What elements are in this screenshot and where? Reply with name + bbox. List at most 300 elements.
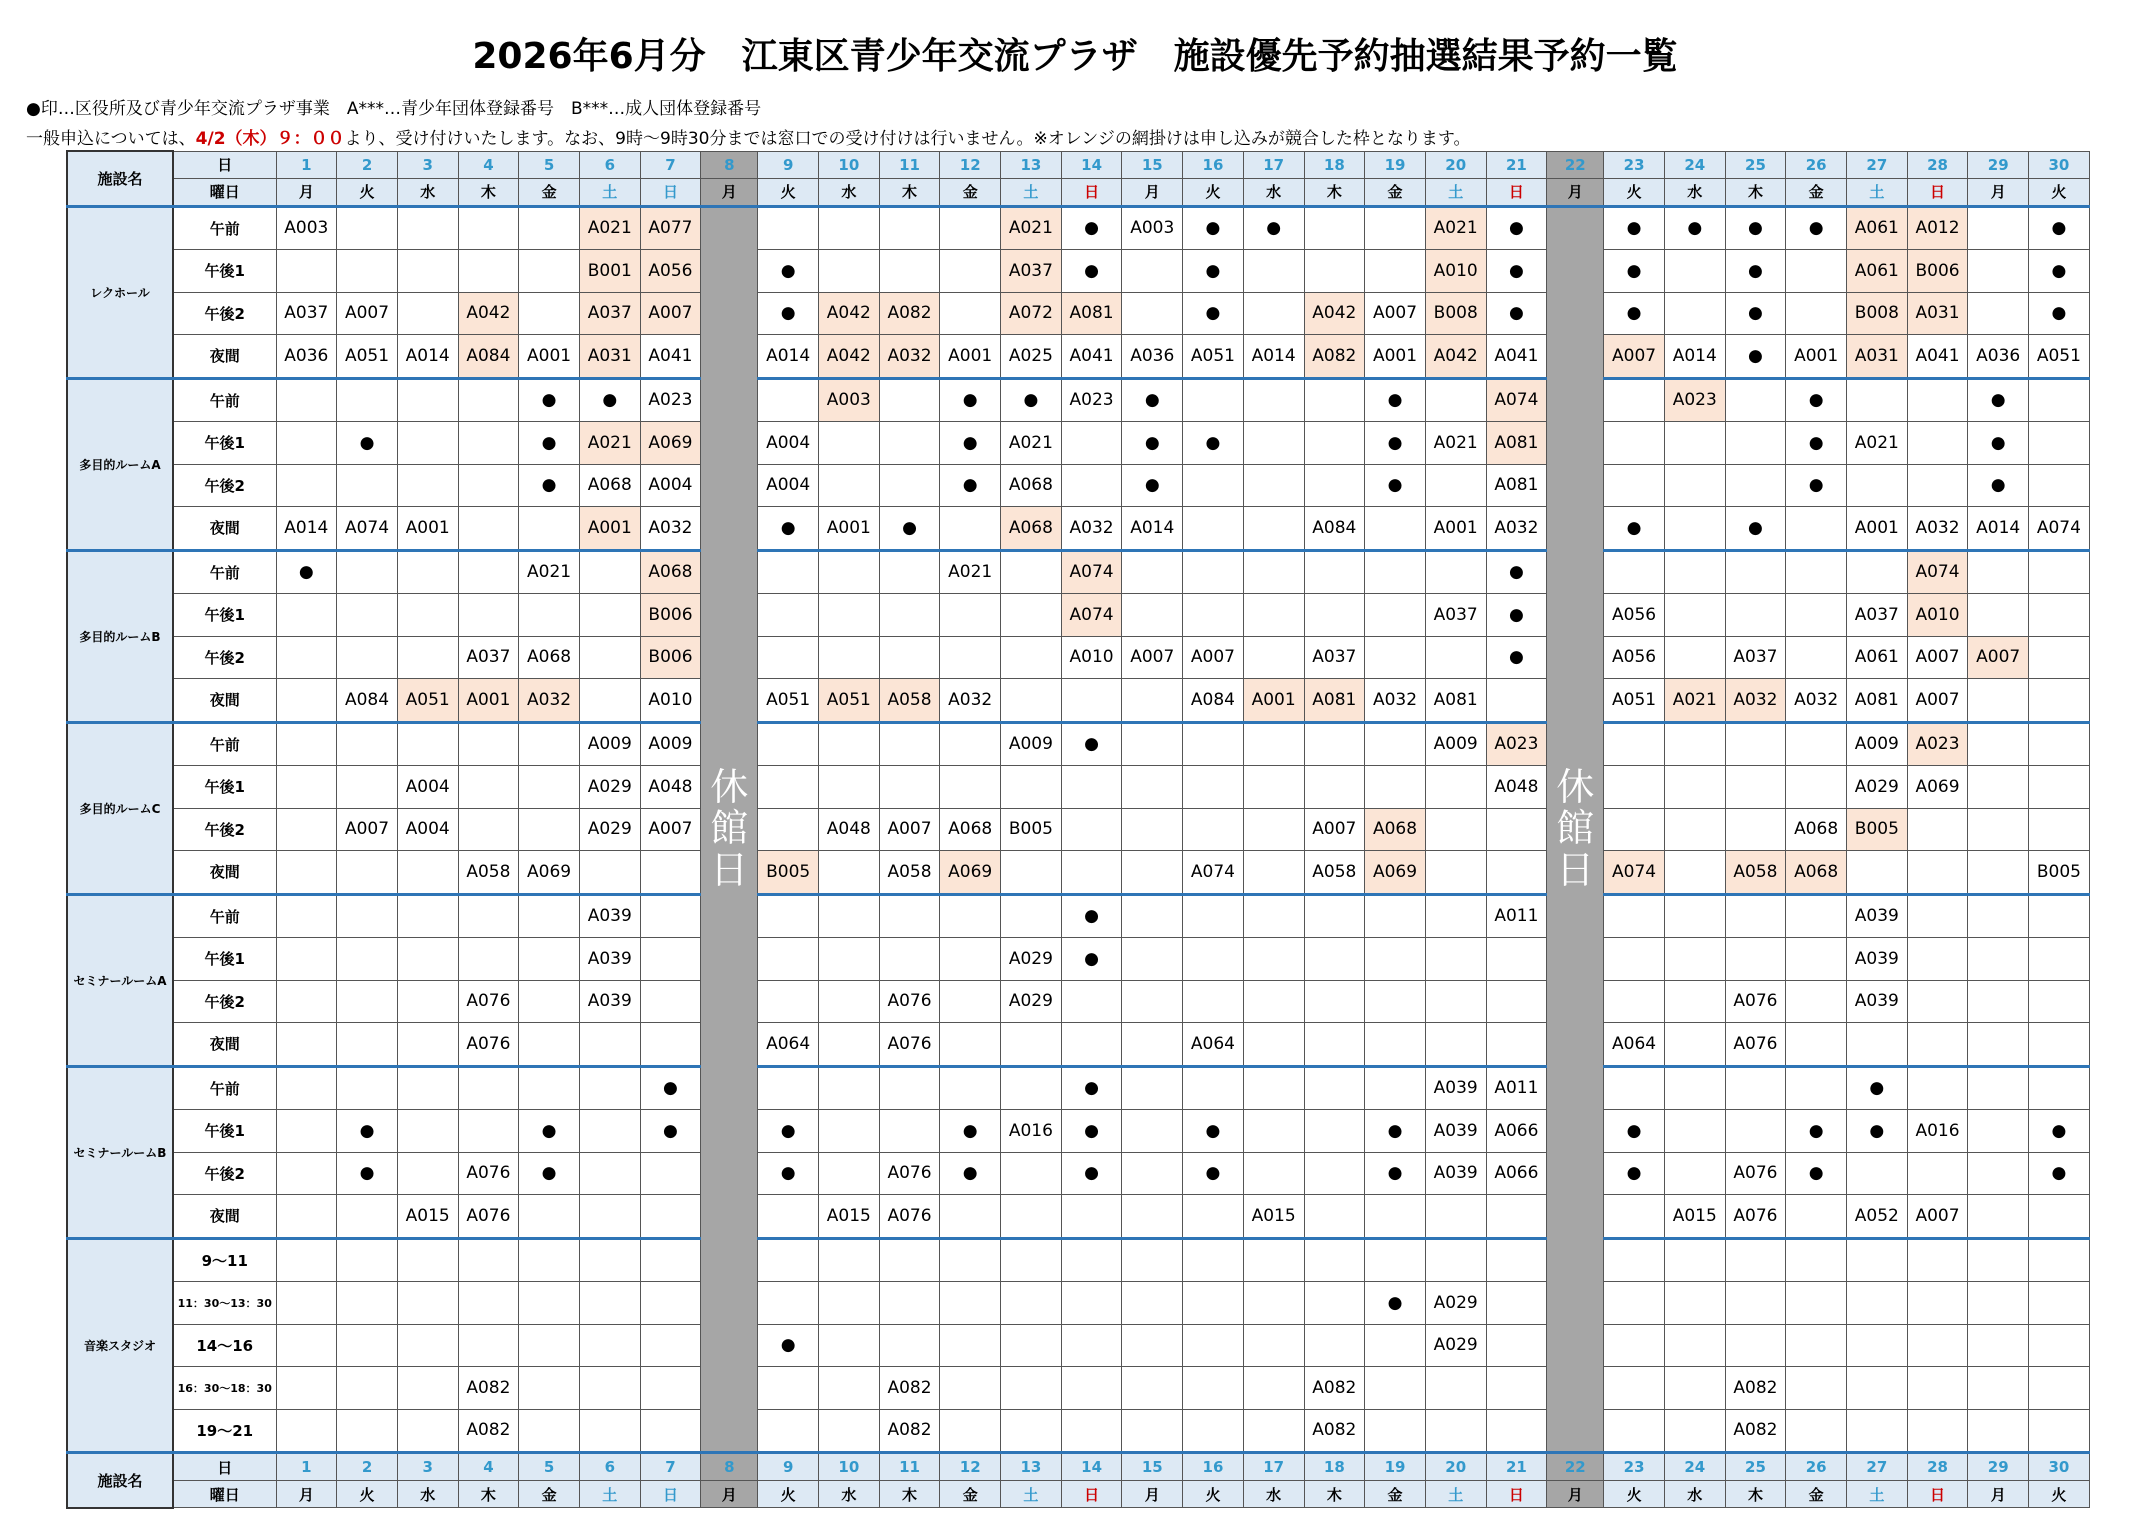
reservation-cell <box>940 1195 1001 1239</box>
reservation-cell <box>1664 722 1725 766</box>
reservation-cell: ● <box>940 464 1001 507</box>
reservation-cell <box>1968 722 2029 766</box>
reservation-cell: A014 <box>758 335 819 379</box>
reservation-cell: A031 <box>1907 292 1968 335</box>
reservation-cell <box>1001 1023 1062 1067</box>
reservation-cell: ● <box>1183 422 1244 465</box>
time-slot: 午後2 <box>173 1152 276 1195</box>
reservation-cell <box>397 292 458 335</box>
reservation-cell: A001 <box>1786 335 1847 379</box>
reservation-cell <box>1304 1238 1365 1282</box>
reservation-cell <box>1061 1238 1122 1282</box>
reservation-cell <box>1365 1409 1426 1453</box>
reservation-cell <box>1304 980 1365 1023</box>
day-number: 3 <box>397 151 458 178</box>
reservation-cell <box>1001 1066 1062 1110</box>
reservation-cell: ● <box>1183 1152 1244 1195</box>
day-number: 14 <box>1061 1453 1122 1481</box>
reservation-cell: ● <box>1968 464 2029 507</box>
reservation-cell <box>1243 894 1304 938</box>
reservation-cell <box>1786 1195 1847 1239</box>
reservation-cell <box>276 980 337 1023</box>
reservation-cell <box>397 250 458 293</box>
reservation-cell: A056 <box>1604 636 1665 679</box>
reservation-cell <box>276 1152 337 1195</box>
day-number: 16 <box>1183 1453 1244 1481</box>
reservation-cell <box>1486 808 1547 851</box>
reservation-cell <box>1122 851 1183 895</box>
reservation-cell <box>879 550 940 594</box>
reservation-cell <box>1001 894 1062 938</box>
reservation-cell <box>1664 1409 1725 1453</box>
reservation-cell <box>397 594 458 637</box>
reservation-cell <box>276 938 337 981</box>
reservation-cell: A021 <box>1425 206 1486 250</box>
time-slot: 午後2 <box>173 808 276 851</box>
weekday: 月 <box>1122 178 1183 206</box>
reservation-cell <box>1365 980 1426 1023</box>
reservation-cell: A007 <box>640 808 701 851</box>
reservation-cell: ● <box>758 1152 819 1195</box>
time-slot: 夜間 <box>173 335 276 379</box>
reservation-cell: A032 <box>519 679 580 723</box>
reservation-cell: A011 <box>1486 894 1547 938</box>
reservation-cell <box>519 808 580 851</box>
reservation-cell <box>1365 1238 1426 1282</box>
reservation-cell <box>1486 1324 1547 1367</box>
reservation-cell: A015 <box>819 1195 880 1239</box>
time-slot: 午後1 <box>173 422 276 465</box>
reservation-cell: B005 <box>758 851 819 895</box>
reservation-cell <box>1968 550 2029 594</box>
reservation-cell <box>1425 938 1486 981</box>
reservation-cell <box>1243 1152 1304 1195</box>
reservation-cell <box>1725 938 1786 981</box>
reservation-cell <box>2029 1066 2090 1110</box>
reservation-cell <box>640 1152 701 1195</box>
reservation-cell <box>1061 808 1122 851</box>
day-number: 26 <box>1786 151 1847 178</box>
reservation-cell: A077 <box>640 206 701 250</box>
time-slot: 午前 <box>173 722 276 766</box>
reservation-cell <box>1425 1367 1486 1410</box>
reservation-cell <box>397 1238 458 1282</box>
day-number: 23 <box>1604 151 1665 178</box>
reservation-cell: ● <box>1061 722 1122 766</box>
reservation-cell: A042 <box>819 292 880 335</box>
weekday: 日 <box>640 178 701 206</box>
reservation-cell <box>1907 422 1968 465</box>
reservation-cell: A037 <box>1725 636 1786 679</box>
facility-name: 多目的ルームB <box>67 550 173 722</box>
reservation-cell: A069 <box>940 851 1001 895</box>
day-number: 5 <box>519 1453 580 1481</box>
reservation-cell: A009 <box>640 722 701 766</box>
reservation-cell <box>458 722 519 766</box>
reservation-cell <box>1061 679 1122 723</box>
reservation-cell <box>397 550 458 594</box>
reservation-cell <box>458 507 519 551</box>
reservation-cell <box>1725 422 1786 465</box>
reservation-cell: ● <box>519 1152 580 1195</box>
table-row <box>67 594 2089 637</box>
day-number: 10 <box>819 1453 880 1481</box>
reservation-cell <box>1243 980 1304 1023</box>
day-number: 7 <box>640 1453 701 1481</box>
reservation-cell: ● <box>940 422 1001 465</box>
reservation-cell <box>579 1152 640 1195</box>
reservation-cell: A014 <box>397 335 458 379</box>
weekday: 水 <box>819 1481 880 1508</box>
reservation-cell <box>2029 1023 2090 1067</box>
reservation-cell: B008 <box>1425 292 1486 335</box>
weekday-label: 曜日 <box>173 178 276 206</box>
reservation-cell <box>1122 808 1183 851</box>
reservation-cell <box>276 1324 337 1367</box>
reservation-cell: ● <box>337 422 398 465</box>
reservation-cell <box>519 1023 580 1067</box>
reservation-cell <box>879 894 940 938</box>
table-row <box>67 1367 2089 1410</box>
reservation-cell <box>1664 292 1725 335</box>
closed-day: 休 館 日 <box>1547 206 1604 1453</box>
reservation-cell <box>337 1066 398 1110</box>
reservation-cell <box>1243 1409 1304 1453</box>
reservation-cell <box>1968 594 2029 637</box>
reservation-cell <box>819 1110 880 1153</box>
table-row <box>67 1238 2089 1282</box>
reservation-cell <box>458 594 519 637</box>
facility-name: 多目的ルームA <box>67 378 173 550</box>
reservation-cell <box>1604 378 1665 422</box>
reservation-cell <box>1122 679 1183 723</box>
reservation-cell <box>579 851 640 895</box>
weekday: 月 <box>1547 1481 1604 1508</box>
reservation-cell: A081 <box>1061 292 1122 335</box>
weekday: 金 <box>940 1481 1001 1508</box>
reservation-cell: ● <box>758 250 819 293</box>
reservation-cell <box>1183 766 1244 809</box>
reservation-cell <box>1664 507 1725 551</box>
reservation-cell <box>1001 1238 1062 1282</box>
reservation-cell <box>458 1282 519 1325</box>
reservation-cell: A069 <box>640 422 701 465</box>
reservation-cell: A001 <box>819 507 880 551</box>
reservation-cell <box>1725 722 1786 766</box>
reservation-cell: ● <box>1725 335 1786 379</box>
reservation-cell: ● <box>1786 464 1847 507</box>
reservation-cell: A032 <box>1907 507 1968 551</box>
reservation-cell <box>758 980 819 1023</box>
reservation-cell: A010 <box>1061 636 1122 679</box>
day-number: 25 <box>1725 1453 1786 1481</box>
day-number: 19 <box>1365 151 1426 178</box>
reservation-cell <box>579 1066 640 1110</box>
reservation-cell <box>1001 550 1062 594</box>
reservation-cell: A004 <box>640 464 701 507</box>
reservation-cell <box>519 722 580 766</box>
reservation-cell: ● <box>1664 206 1725 250</box>
reservation-cell <box>519 1195 580 1239</box>
reservation-cell <box>397 1409 458 1453</box>
table-row <box>67 679 2089 723</box>
reservation-cell <box>1243 1324 1304 1367</box>
day-number: 27 <box>1847 1453 1908 1481</box>
reservation-cell <box>1604 464 1665 507</box>
reservation-cell <box>337 851 398 895</box>
reservation-cell <box>1183 507 1244 551</box>
reservation-cell: ● <box>2029 250 2090 293</box>
weekday: 月 <box>1968 178 2029 206</box>
reservation-cell: A074 <box>1907 550 1968 594</box>
reservation-cell <box>1786 980 1847 1023</box>
reservation-cell <box>1365 766 1426 809</box>
reservation-cell <box>1061 1282 1122 1325</box>
reservation-cell: A081 <box>1304 679 1365 723</box>
reservation-cell: A010 <box>1907 594 1968 637</box>
reservation-cell: ● <box>1365 464 1426 507</box>
weekday: 水 <box>1243 1481 1304 1508</box>
reservation-cell <box>1486 1367 1547 1410</box>
reservation-cell: ● <box>519 1110 580 1153</box>
reservation-cell <box>1061 851 1122 895</box>
reservation-cell: ● <box>2029 1152 2090 1195</box>
reservation-cell: A014 <box>1968 507 2029 551</box>
reservation-cell <box>579 636 640 679</box>
reservation-cell <box>1664 1152 1725 1195</box>
reservation-cell: ● <box>276 550 337 594</box>
reservation-cell <box>1968 1110 2029 1153</box>
reservation-cell: A039 <box>1425 1110 1486 1153</box>
reservation-cell: A051 <box>1604 679 1665 723</box>
weekday: 日 <box>640 1481 701 1508</box>
reservation-cell: A048 <box>819 808 880 851</box>
reservation-cell <box>1365 894 1426 938</box>
day-number: 23 <box>1604 1453 1665 1481</box>
reservation-cell <box>1725 1110 1786 1153</box>
reservation-cell <box>1061 1409 1122 1453</box>
reservation-cell <box>2029 1195 2090 1239</box>
reservation-cell <box>397 1367 458 1410</box>
reservation-cell <box>940 722 1001 766</box>
weekday: 日 <box>1486 178 1547 206</box>
reservation-cell <box>1486 1195 1547 1239</box>
reservation-cell <box>1664 636 1725 679</box>
reservation-cell <box>276 1282 337 1325</box>
reservation-cell <box>1968 1152 2029 1195</box>
reservation-cell: B005 <box>1001 808 1062 851</box>
day-number: 20 <box>1425 151 1486 178</box>
weekday: 木 <box>879 178 940 206</box>
reservation-cell <box>819 1282 880 1325</box>
reservation-cell: ● <box>1604 1152 1665 1195</box>
weekday: 日 <box>1907 1481 1968 1508</box>
day-number: 8 <box>701 151 758 178</box>
reservation-cell <box>1061 1367 1122 1410</box>
reservation-cell <box>1786 550 1847 594</box>
reservation-cell <box>758 808 819 851</box>
reservation-cell <box>337 980 398 1023</box>
reservation-cell <box>458 1238 519 1282</box>
reservation-cell: ● <box>640 1110 701 1153</box>
reservation-cell <box>397 422 458 465</box>
reservation-cell: A007 <box>1968 636 2029 679</box>
reservation-cell <box>579 1282 640 1325</box>
reservation-cell: A056 <box>640 250 701 293</box>
reservation-cell <box>1061 1195 1122 1239</box>
reservation-cell <box>879 422 940 465</box>
reservation-cell: A056 <box>1604 594 1665 637</box>
reservation-cell <box>640 1195 701 1239</box>
reservation-cell <box>1664 1110 1725 1153</box>
reservation-cell <box>1604 722 1665 766</box>
reservation-cell: ● <box>940 1110 1001 1153</box>
reservation-cell <box>1725 378 1786 422</box>
reservation-cell <box>1664 1282 1725 1325</box>
reservation-cell <box>819 1409 880 1453</box>
reservation-cell <box>2029 808 2090 851</box>
reservation-cell: A082 <box>1725 1409 1786 1453</box>
reservation-cell <box>940 1023 1001 1067</box>
reservation-cell <box>397 1282 458 1325</box>
reservation-cell <box>1243 292 1304 335</box>
reservation-cell <box>879 1110 940 1153</box>
reservation-cell <box>2029 894 2090 938</box>
reservation-cell: A068 <box>579 464 640 507</box>
reservation-cell <box>819 250 880 293</box>
reservation-cell <box>1365 938 1426 981</box>
reservation-cell <box>337 550 398 594</box>
reservation-cell: ● <box>519 378 580 422</box>
reservation-cell: A004 <box>758 422 819 465</box>
weekday: 火 <box>2029 178 2090 206</box>
weekday: 木 <box>879 1481 940 1508</box>
reservation-cell: A074 <box>1183 851 1244 895</box>
reservation-cell <box>1243 766 1304 809</box>
reservation-cell <box>758 1367 819 1410</box>
reservation-cell <box>1122 722 1183 766</box>
reservation-cell <box>276 1238 337 1282</box>
reservation-cell <box>1001 766 1062 809</box>
reservation-cell <box>819 1324 880 1367</box>
reservation-cell: ● <box>940 1152 1001 1195</box>
reservation-cell <box>640 1238 701 1282</box>
reservation-cell <box>1725 808 1786 851</box>
reservation-cell: A023 <box>1486 722 1547 766</box>
reservation-cell <box>458 938 519 981</box>
reservation-cell: A037 <box>579 292 640 335</box>
reservation-cell: A076 <box>879 1152 940 1195</box>
reservation-cell: ● <box>1786 206 1847 250</box>
time-slot: 午後2 <box>173 980 276 1023</box>
reservation-cell: A021 <box>1847 422 1908 465</box>
reservation-cell: ● <box>1725 250 1786 293</box>
weekday: 火 <box>758 178 819 206</box>
reservation-cell: A076 <box>879 980 940 1023</box>
weekday: 木 <box>458 178 519 206</box>
reservation-cell <box>458 1324 519 1367</box>
weekday: 月 <box>1547 178 1604 206</box>
reservation-cell: A058 <box>1725 851 1786 895</box>
reservation-cell <box>2029 422 2090 465</box>
reservation-cell: A004 <box>758 464 819 507</box>
day-number: 28 <box>1907 151 1968 178</box>
reservation-cell: A037 <box>1847 594 1908 637</box>
reservation-cell <box>1425 464 1486 507</box>
reservation-cell <box>1183 1282 1244 1325</box>
reservation-cell <box>397 378 458 422</box>
reservation-cell <box>1304 594 1365 637</box>
day-number: 29 <box>1968 1453 2029 1481</box>
reservation-cell <box>397 938 458 981</box>
reservation-cell <box>879 206 940 250</box>
reservation-cell: A074 <box>1061 550 1122 594</box>
reservation-cell <box>1001 1152 1062 1195</box>
reservation-cell <box>640 1324 701 1367</box>
reservation-cell: A029 <box>1425 1324 1486 1367</box>
day-number: 15 <box>1122 151 1183 178</box>
reservation-cell <box>1604 550 1665 594</box>
reservation-cell <box>879 594 940 637</box>
reservation-cell: A003 <box>819 378 880 422</box>
reservation-cell: ● <box>2029 1110 2090 1153</box>
reservation-cell: B001 <box>579 250 640 293</box>
reservation-cell: A039 <box>1425 1066 1486 1110</box>
reservation-cell: A061 <box>1847 250 1908 293</box>
reservation-cell <box>1425 1238 1486 1282</box>
reservation-cell: A082 <box>879 1367 940 1410</box>
reservation-cell <box>1122 1409 1183 1453</box>
reservation-cell <box>397 1066 458 1110</box>
reservation-cell <box>1664 464 1725 507</box>
reservation-cell: ● <box>1122 422 1183 465</box>
reservation-cell: A021 <box>519 550 580 594</box>
reservation-cell: A076 <box>458 980 519 1023</box>
reservation-cell <box>1243 1282 1304 1325</box>
weekday: 火 <box>1604 178 1665 206</box>
reservation-cell <box>1304 464 1365 507</box>
reservation-cell: A016 <box>1907 1110 1968 1153</box>
reservation-cell: ● <box>1365 1282 1426 1325</box>
reservation-cell: ● <box>1786 1152 1847 1195</box>
reservation-cell <box>276 722 337 766</box>
reservation-cell <box>2029 636 2090 679</box>
reservation-cell <box>1304 378 1365 422</box>
reservation-cell: A001 <box>519 335 580 379</box>
day-number: 11 <box>879 151 940 178</box>
reservation-cell <box>1907 1066 1968 1110</box>
reservation-cell <box>1968 250 2029 293</box>
reservation-cell <box>458 250 519 293</box>
reservation-cell: A076 <box>879 1023 940 1067</box>
reservation-cell: B006 <box>640 636 701 679</box>
day-number: 27 <box>1847 151 1908 178</box>
reservation-cell: A069 <box>1907 766 1968 809</box>
reservation-cell: A069 <box>519 851 580 895</box>
reservation-cell: A015 <box>1664 1195 1725 1239</box>
reservation-cell <box>1604 894 1665 938</box>
day-number: 8 <box>701 1453 758 1481</box>
reservation-cell: A081 <box>1847 679 1908 723</box>
reservation-cell: ● <box>1786 422 1847 465</box>
reservation-cell <box>1968 1066 2029 1110</box>
reservation-cell: A032 <box>879 335 940 379</box>
reservation-cell <box>1243 1066 1304 1110</box>
reservation-cell <box>1425 1195 1486 1239</box>
reservation-cell <box>519 594 580 637</box>
time-slot: 午後2 <box>173 636 276 679</box>
reservation-cell: A039 <box>1425 1152 1486 1195</box>
